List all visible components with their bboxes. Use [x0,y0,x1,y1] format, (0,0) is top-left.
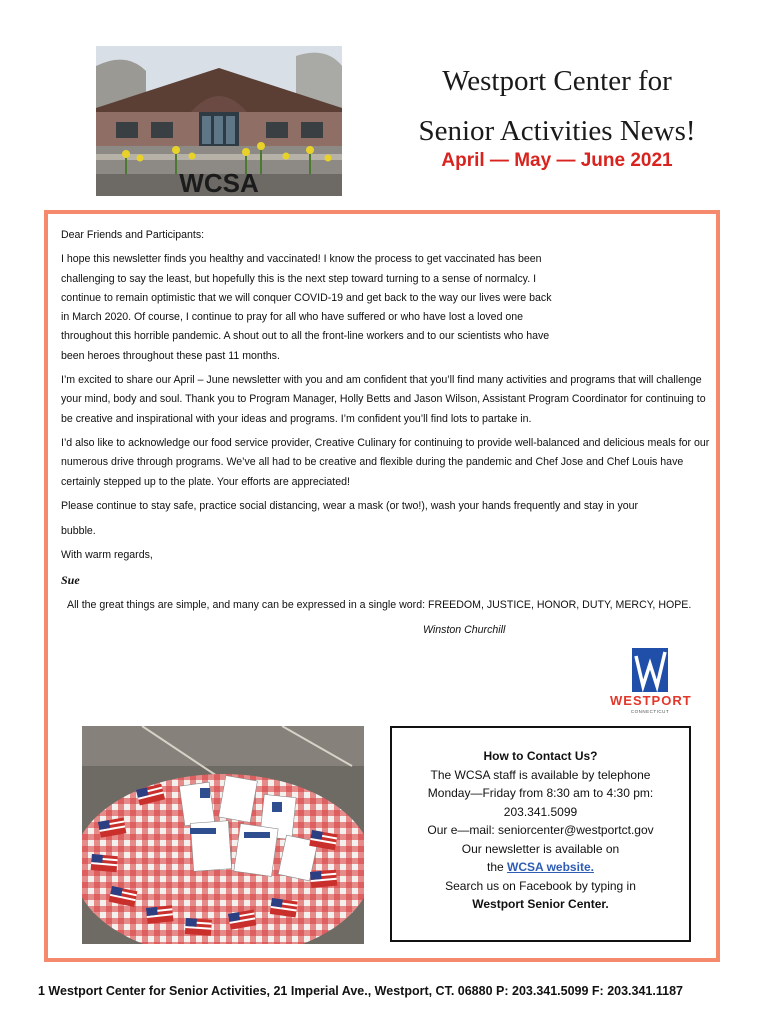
quote-author: Winston Churchill [423,624,506,637]
letter-paragraph-2: I’m excited to share our April – June newsletter with you and am confident that you’ll find many activities and programs that will challenge your mind, body and soul. Thank you to Program Manager, Holly Betts and Jason Wilson, Assistant Program Coordinator for continuing to be creative and inspirational with your ideas and programs. I’m confident you’ll find lots to partake in. [61,374,706,425]
website-prefix: the [487,860,508,874]
westport-w-mark-icon [632,648,668,692]
newsletter-date-range: April — May — June 2021 [441,150,673,171]
contact-phone: 203.341.5099 [503,804,578,819]
contact-line-5: Westport Senior Center. [472,897,609,911]
director-letter [61,226,711,641]
page-footer: 1 Westport Center for Senior Activities, 21 Imperial Ave., Westport, CT. 06880 P: 203.341.5099 F: 203.341.1187 [38,984,683,998]
contact-website-line [392,858,689,877]
wcsa-website-link[interactable]: WCSA website. [507,860,594,874]
letter-greeting: Dear Friends and Participants: [61,229,205,241]
letter-paragraph-1: I hope this newsletter finds you healthy and vaccinated! I know the process to get vaccinated has been challenging to say the least, but hopefully this is the next step toward turning to a sense of normalcy. I continue to remain optimistic that we will conquer COVID-19 and get back to the way our lives were back in March 2020. Of course, I continue to pray for all who have suffered or who have lost a loved one throughout this horrible pandemic. A shout out to all the front-line workers and to our scientists who have been heroes throughout these past 11 months. [61,253,552,362]
contact-line-2: Monday—Friday from 8:30 am to 4:30 pm: [427,786,654,800]
photo-sign-text: WCSA [179,168,259,196]
title-line-1: Westport Center for [442,65,672,97]
contact-heading: How to Contact Us? [483,749,598,763]
letter-paragraph-4-end: bubble. [61,525,96,538]
logo-name: WESTPORT [610,693,692,708]
letter-paragraph-3: I’d also like to acknowledge our food service provider, Creative Culinary for continuing to provide well-balanced and delicious meals for our numerous drive through programs. We’ve all had to be creative and flexible during the pandemic and Chef Jose and Chef Louis have certainly stepped up to the plate. Your efforts are appreciated! [61,436,710,488]
letter-paragraph-4: Please continue to stay safe, practice social distancing, wear a mask (or two!), wash your hands frequently and stay in your [61,499,639,512]
title-line-2: Senior Activities News! [418,115,696,147]
building-photo [96,46,342,196]
brochure-table-photo [82,726,364,944]
contact-line-3: Our newsletter is available on [461,841,620,856]
contact-email: Our e—mail: seniorcenter@westportct.gov [427,823,654,837]
logo-subtext: CONNECTICUT [630,709,670,714]
contact-line-1: The WCSA staff is available by telephone [430,767,651,782]
letter-signature: Sue [61,572,80,587]
newsletter-title [392,56,722,156]
churchill-quote: All the great things are simple, and many can be expressed in a single word: FREEDOM, JUSTICE, HONOR, DUTY, MERCY, HOPE. [67,599,692,612]
contact-line-4: Search us on Facebook by typing in [445,878,636,893]
contact-box [390,726,691,942]
westport-logo [610,648,690,718]
letter-closing: With warm regards, [61,549,153,562]
